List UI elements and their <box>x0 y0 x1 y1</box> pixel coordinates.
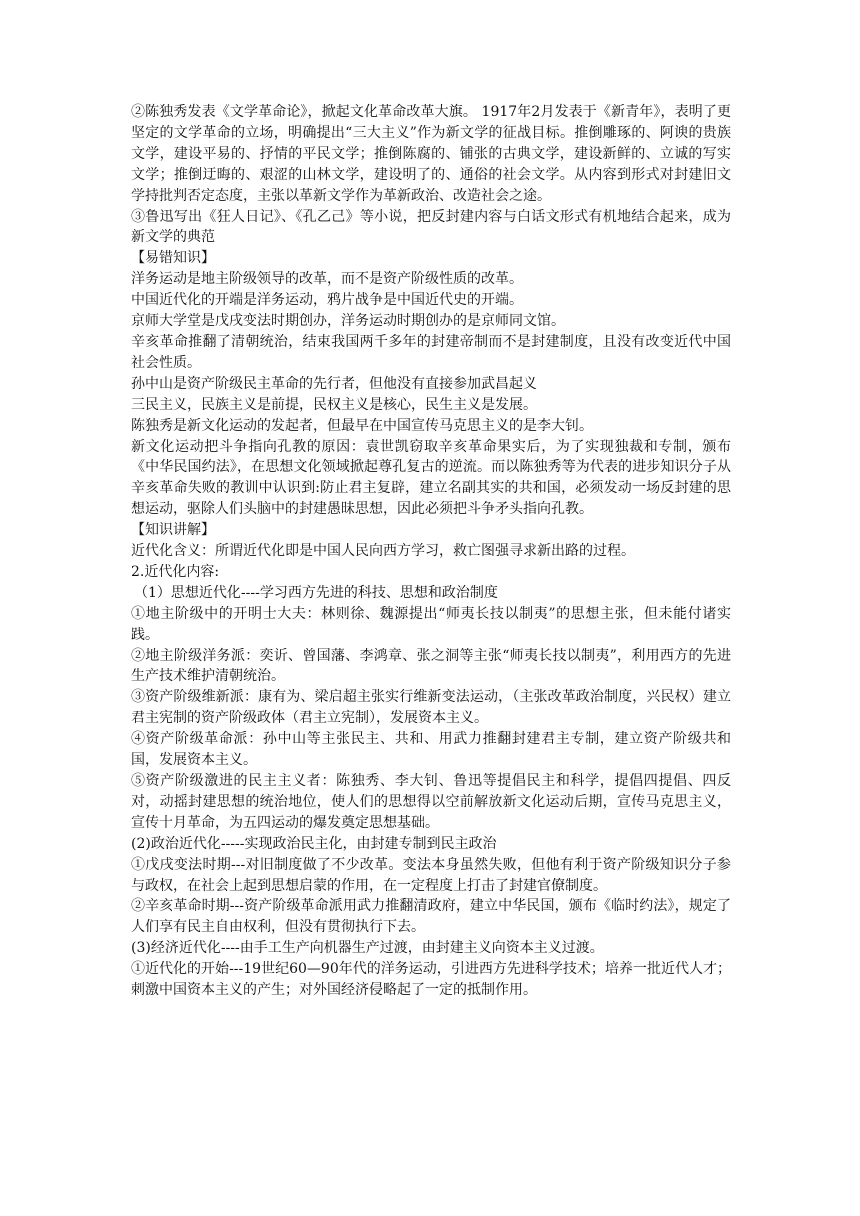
paragraph-yangwu-faction: ②地主阶级洋务派：奕䜣、曾国藩、李鸿章、张之洞等主张“师夷长技以制夷”，利用西方的先进生产技术维护清朝统治。 <box>131 647 731 685</box>
paragraph-mistake-start-of-modernization: 中国近代化的开端是洋务运动，鸦片战争是中国近代史的开端。 <box>131 292 523 309</box>
paragraph-wuxu-reform-period: ①戊戌变法时期---对旧制度做了不少改革。变法本身虽然失败，但他有利于资产阶级知识分子参与政权，在社会上起到思想启蒙的作用，在一定程度上打击了封建官僚制度。 <box>131 856 731 894</box>
paragraph-mistake-xinhai-revolution: 辛亥革命推翻了清朝统治，结束我国两千多年的封建帝制而不是封建制度，且没有改变近代中国社会性质。 <box>131 333 731 371</box>
paragraph-new-culture-confucianism: 新文化运动把斗争指向孔教的原因：袁世凯窃取辛亥革命果实后，为了实现独裁和专制，颁布《中华民国约法》，在思想文化领域掀起尊孔复古的逆流。而以陈独秀等为代表的进步知识分子从辛亥革命失败的教训中认识到:防止君主复辟，建立名副其实的共和国，必须发动一场反封建的思想运动，驱除人们头脑中的封建愚昧思想，因此必须把斗争矛头指向孔教。 <box>131 438 731 518</box>
paragraph-modernization-content-heading: 2.近代化内容: <box>131 563 220 580</box>
paragraph-thought-modernization-heading: （1）思想近代化----学习西方先进的科技、思想和政治制度 <box>134 584 498 601</box>
paragraph-reformists: ③资产阶级维新派：康有为、梁启超主张实行维新变法运动，（主张改革政治制度，兴民权）建立君主宪制的资产阶级政体（君主立宪制），发展资本主义。 <box>131 689 731 727</box>
paragraph-mistake-jingshi-daxuetang: 京师大学堂是戊戌变法时期创办，洋务运动时期创办的是京师同文馆。 <box>131 313 565 330</box>
paragraph-start-of-modernization: ①近代化的开始---19世纪60—90年代的洋务运动，引进西方先进科学技术；培养一批近代人才；刺激中国资本主义的产生；对外国经济侵略起了一定的抵制作用。 <box>131 961 731 999</box>
document-body <box>131 102 731 1001</box>
paragraph-mistake-sun-yatsen: 孙中山是资产阶级民主革命的先行者，但他没有直接参加武昌起义 <box>131 375 537 392</box>
paragraph-chen-duxiu-wenxue-geming-lun: ②陈独秀发表《文学革命论》，掀起文化革命改革大旗。 1917年2月发表于《新青年》，表明了更坚定的文学革命的立场，明确提出“三大主义”作为新文学的征战目标。推倒雕琢的、阿谀的贵族文学，建设平易的、抒情的平民文学；推倒陈腐的、铺张的古典文学，建设新鲜的、立诚的写实文学；推倒迂晦的、艰涩的山林文学，建设明了的、通俗的社会文学。从内容到形式对封建旧文学持批判否定态度，主张以革新文学作为革新政治、改造社会之途。 <box>131 104 731 204</box>
paragraph-mistake-yangwu: 洋务运动是地主阶级领导的改革，而不是资产阶级性质的改革。 <box>131 271 523 288</box>
section-heading-common-mistakes: 【易错知识】 <box>131 250 215 267</box>
paragraph-economic-modernization-heading: (3)经济近代化----由手工生产向机器生产过渡，由封建主义向资本主义过渡。 <box>131 940 604 957</box>
paragraph-enlightened-officials: ①地主阶级中的开明士大夫：林则徐、魏源提出“师夷长技以制夷”的思想主张，但未能付诸实践。 <box>131 605 731 643</box>
section-heading-knowledge-explanation: 【知识讲解】 <box>131 522 215 539</box>
paragraph-xinhai-revolution-period: ②辛亥革命时期---资产阶级革命派用武力推翻清政府，建立中华民国，颁布《临时约法》，规定了人们享有民主自由权利，但没有贯彻执行下去。 <box>131 898 731 936</box>
paragraph-radical-democrats: ⑤资产阶级激进的民主主义者：陈独秀、李大钊、鲁迅等提倡民主和科学，提倡四提倡、四反对，动摇封建思想的统治地位，使人们的思想得以空前解放新文化运动后期，宣传马克思主义，宣传十月革命，为五四运动的爆发奠定思想基础。 <box>131 773 731 831</box>
paragraph-modernization-definition: 近代化含义：所谓近代化即是中国人民向西方学习，救亡图强寻求新出路的过程。 <box>131 543 635 560</box>
paragraph-lu-xun-novels: ③鲁迅写出《狂人日记》、《孔乙己》等小说，把反封建内容与白话文形式有机地结合起来，成为新文学的典范 <box>131 208 731 246</box>
paragraph-revolutionaries: ④资产阶级革命派：孙中山等主张民主、共和、用武力推翻封建君主专制，建立资产阶级共和国，发展资本主义。 <box>131 731 731 769</box>
paragraph-political-modernization-heading: (2)政治近代化-----实现政治民主化，由封建专制到民主政治 <box>131 835 497 852</box>
paragraph-mistake-three-principles: 三民主义，民族主义是前提，民权主义是核心，民生主义是发展。 <box>131 396 537 413</box>
paragraph-mistake-chen-duxiu-li-dazhao: 陈独秀是新文化运动的发起者，但最早在中国宣传马克思主义的是李大钊。 <box>131 417 593 434</box>
